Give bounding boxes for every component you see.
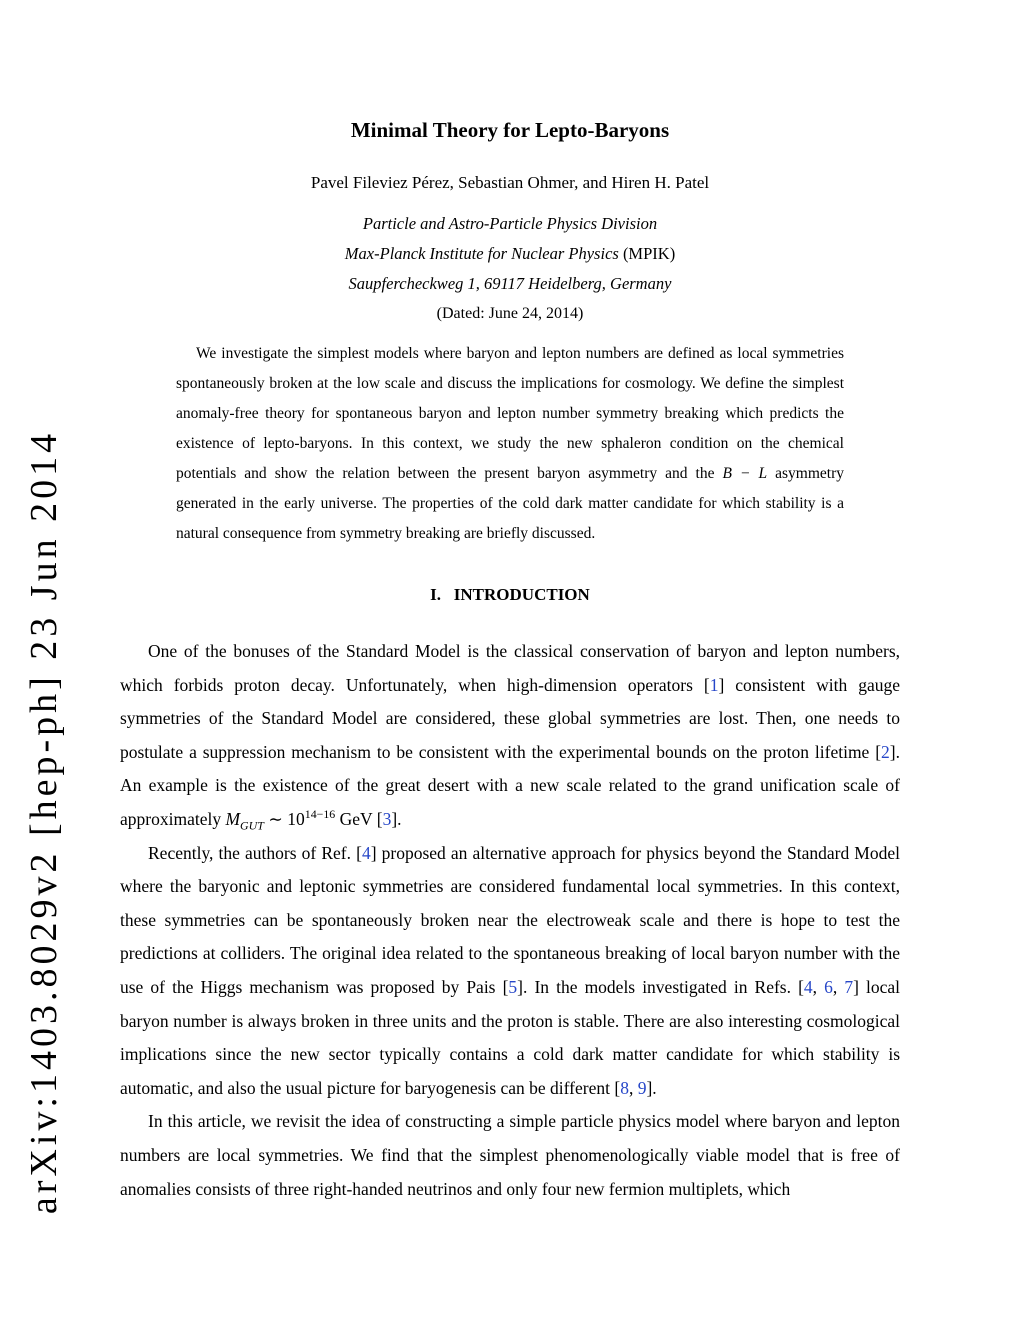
affiliation-division: Particle and Astro-Particle Physics Division — [362, 214, 658, 233]
citation-link[interactable]: 9 — [637, 1077, 647, 1098]
text-segment: ] proposed an alternative approach for physics beyond the Standard Model where the baryonic and leptonic symmetries are considered fundamental local symmetries. In this context, these symmetries can be spontaneously broken near the electroweak scale and there is hope to test the predictions at colliders. The original idea related to the spontaneous breaking of local baryon number with the use of the Higgs mechanism was proposed by Pais [ — [120, 842, 900, 997]
affiliation-block — [0, 209, 1020, 329]
paragraph-1 — [120, 635, 900, 837]
text-segment: M — [225, 808, 241, 829]
text-segment: ] local baryon number is always broken in three units and the proton is stable. There are also interesting cosmological implications since the new sector typically contains a cold dark matter candidate for which stability is automatic, and also the usual picture for baryogenesis can be different [ — [120, 976, 901, 1098]
text-segment: We investigate the simplest models where baryon and lepton numbers are defined as local symmetries spontaneously broken at the low scale and discuss the implications for cosmology. We define the simplest anomaly-free theory for spontaneous baryon and lepton number symmetry breaking which predicts the existence of lepto-baryons. In this context, we study the new sphaleron condition on the chemical potentials and show the relation between the present baryon asymmetry and the — [176, 345, 844, 482]
date-line: (Dated: June 24, 2014) — [436, 305, 584, 322]
citation-link[interactable]: 4 — [803, 976, 813, 997]
text-segment: B − L — [722, 465, 768, 482]
text-segment: ∼ 10 — [263, 808, 305, 829]
citation-link[interactable]: 2 — [881, 741, 890, 762]
citation-link[interactable]: 8 — [620, 1077, 629, 1098]
authors-line: Pavel Fileviez Pérez, Sebastian Ohmer, and Hiren H. Patel — [310, 173, 710, 192]
text-segment: In this article, we revisit the idea of constructing a simple particle physics model where baryon and lepton numbers are local symmetries. We find that the simplest phenomenologically viable model that is free of anomalies consists of three right-handed neutrinos and only four new fermion multiplets, which — [120, 1111, 900, 1199]
text-segment: 14−16 — [304, 807, 336, 822]
affiliation-institute — [0, 239, 1020, 269]
section-heading-introduction: I. INTRODUCTION — [430, 585, 590, 604]
citation-link[interactable]: 5 — [508, 976, 518, 997]
text-segment: ] consistent with gauge symmetries of the Standard Model are considered, these global symmetries are lost. Then, one needs to postulate a suppression mechanism to be consistent with the experimental bounds on the proton lifetime [ — [120, 674, 900, 762]
text-segment: (MPIK) — [618, 244, 676, 263]
citation-link[interactable]: 3 — [382, 808, 392, 829]
text-segment: , — [832, 976, 845, 997]
citation-link[interactable]: 4 — [361, 842, 371, 863]
text-segment: , — [812, 976, 825, 997]
text-segment: , — [628, 1077, 638, 1098]
citation-link[interactable]: 7 — [844, 976, 854, 997]
paragraph-2 — [120, 837, 900, 1106]
citation-link[interactable]: 1 — [709, 674, 719, 695]
abstract-text — [176, 339, 844, 549]
arxiv-stamp: arXiv:1403.8029v2 [hep-ph] 23 Jun 2014 — [23, 429, 65, 1215]
text-segment: GeV [ — [335, 808, 383, 829]
paragraph-3 — [120, 1105, 900, 1206]
paper-title: Minimal Theory for Lepto-Baryons — [350, 118, 670, 142]
text-segment: ]. — [391, 808, 402, 829]
text-segment: ]. — [646, 1077, 657, 1098]
text-segment: Max-Planck Institute for Nuclear Physics — [344, 244, 619, 263]
affiliation-address: Saupfercheckweg 1, 69117 Heidelberg, Germany — [348, 274, 672, 293]
text-segment: asymmetry generated in the early universe. The properties of the cold dark matter candidate for which stability is a natural consequence from symmetry breaking are briefly discussed. — [176, 465, 844, 542]
citation-link[interactable]: 6 — [824, 976, 833, 997]
text-segment: ]. An example is the existence of the great desert with a new scale related to the grand unification scale of approximately — [120, 741, 900, 829]
text-segment: One of the bonuses of the Standard Model is the classical conservation of baryon and lepton numbers, which forbids proton decay. Unfortunately, when high-dimension operators [ — [120, 641, 900, 695]
introduction-body — [120, 635, 900, 1206]
text-segment: Recently, the authors of Ref. [ — [148, 842, 362, 863]
text-segment: ]. In the models investigated in Refs. [ — [517, 976, 804, 997]
text-segment: GUT — [240, 818, 264, 833]
